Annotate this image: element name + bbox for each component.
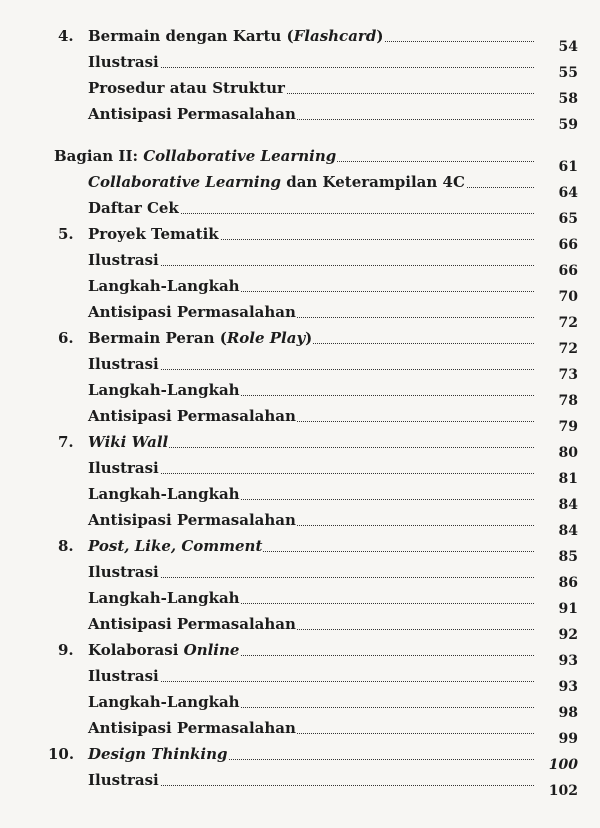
toc-entry-page: 98 <box>558 705 578 721</box>
toc-entry-page: 100 <box>548 757 578 773</box>
toc-entry-chapter[interactable] <box>0 636 600 669</box>
toc-entry-title <box>88 276 241 296</box>
toc-entry-title <box>88 588 241 608</box>
toc-entry-page: 72 <box>558 315 578 331</box>
toc-entry-page: 64 <box>558 185 578 201</box>
toc-entry-page: 73 <box>558 367 578 383</box>
toc-entry-page: 92 <box>558 627 578 643</box>
toc-entry-page: 61 <box>558 159 578 175</box>
toc-entry[interactable] <box>0 194 600 227</box>
toc-entry[interactable] <box>0 506 600 539</box>
toc-entry-title-part: Bermain Peran ( <box>88 329 227 347</box>
toc-entry-number: 4. <box>58 27 74 45</box>
toc-entry-title <box>88 718 297 738</box>
toc-entry-page: 93 <box>558 653 578 669</box>
toc-entry-title-part: Role Play <box>226 329 306 347</box>
toc-entry-title-part: Post, Like, Comment <box>88 537 263 555</box>
toc-entry-title-part: Antisipasi Permasalahan <box>88 303 296 321</box>
toc-entry-title-part: Ilustrasi <box>88 251 159 269</box>
toc-entry-title <box>88 770 160 790</box>
toc-entry-page: 80 <box>558 445 578 461</box>
toc-entry-title <box>88 78 286 98</box>
toc-entry-page: 99 <box>558 731 578 747</box>
toc-entry-title <box>88 562 160 582</box>
toc-entry-page: 59 <box>558 117 578 133</box>
toc-entry-title <box>88 744 228 764</box>
toc-entry-chapter[interactable] <box>0 428 600 461</box>
toc-entry-title-part: Kolaborasi <box>88 641 184 659</box>
toc-entry-title-part: Online <box>183 641 240 659</box>
toc-entry-title <box>88 328 313 348</box>
toc-entry-page: 81 <box>558 471 578 487</box>
toc-entry[interactable] <box>0 454 600 487</box>
toc-entry-title-part: Antisipasi Permasalahan <box>88 105 296 123</box>
toc-entry-title <box>88 224 220 244</box>
toc-entry-title-part: ) <box>305 329 313 347</box>
toc-entry-page: 66 <box>558 237 578 253</box>
toc-entry-title-part: Wiki Wall <box>88 433 169 451</box>
toc-entry-page: 91 <box>558 601 578 617</box>
toc-entry[interactable] <box>0 714 600 747</box>
toc-entry-number: 6. <box>58 329 74 347</box>
toc-entry[interactable] <box>0 350 600 383</box>
toc-entry-title <box>88 380 241 400</box>
toc-entry-title-part: Langkah-Langkah <box>88 381 240 399</box>
toc-entry[interactable] <box>0 376 600 409</box>
toc-entry-title-part: Bermain dengan Kartu ( <box>88 27 294 45</box>
toc-entry-title <box>88 510 297 530</box>
toc-entry-title-part: Daftar Cek <box>88 199 179 217</box>
toc-entry[interactable] <box>0 584 600 617</box>
toc-entry-title-part: Antisipasi Permasalahan <box>88 615 296 633</box>
toc-entry-title <box>88 198 180 218</box>
toc-entry-title-part: Langkah-Langkah <box>88 485 240 503</box>
toc-entry-title-part: Antisipasi Permasalahan <box>88 407 296 425</box>
toc-entry-page: 86 <box>558 575 578 591</box>
toc-entry-title <box>88 614 297 634</box>
toc-entry-page: 55 <box>558 65 578 81</box>
toc-entry-title-part: Antisipasi Permasalahan <box>88 719 296 737</box>
toc-entry-title-part: Ilustrasi <box>88 53 159 71</box>
toc-entry-title <box>88 52 160 72</box>
toc-entry-page: 66 <box>558 263 578 279</box>
toc-entry-title-part: Design Thinking <box>88 745 228 763</box>
toc-entry-page: 93 <box>558 679 578 695</box>
toc-entry-title <box>88 406 297 426</box>
toc-entry-number: 7. <box>58 433 74 451</box>
toc-entry[interactable] <box>0 662 600 695</box>
toc-entry-chapter[interactable] <box>0 740 600 773</box>
toc-entry[interactable] <box>0 688 600 721</box>
toc-entry-number: 10. <box>48 745 75 763</box>
toc-entry[interactable] <box>0 558 600 591</box>
toc-entry-title <box>88 432 169 452</box>
toc-entry[interactable] <box>0 168 600 201</box>
toc-entry-title <box>88 666 160 686</box>
toc-entry-page: 84 <box>558 523 578 539</box>
toc-entry[interactable] <box>0 74 600 107</box>
toc-entry-title-part: Antisipasi Permasalahan <box>88 511 296 529</box>
toc-entry[interactable] <box>0 272 600 305</box>
toc-entry-page: 72 <box>558 341 578 357</box>
toc-entry-title <box>88 536 263 556</box>
toc-entry[interactable] <box>0 402 600 435</box>
toc-entry-page: 79 <box>558 419 578 435</box>
toc-entry-number: 8. <box>58 537 74 555</box>
toc-entry-title-part: Collaborative Learning <box>143 147 337 165</box>
toc-entry-title <box>88 458 160 478</box>
toc-entry-title <box>88 250 160 270</box>
toc-entry-title-part: Ilustrasi <box>88 667 159 685</box>
toc-entry[interactable] <box>0 48 600 81</box>
toc-entry-title <box>88 26 384 46</box>
toc-entry-title <box>88 172 466 192</box>
toc-entry-title <box>88 302 297 322</box>
toc-entry[interactable] <box>0 100 600 133</box>
toc-entry-title-part: Langkah-Langkah <box>88 277 240 295</box>
toc-entry-title-part: Ilustrasi <box>88 563 159 581</box>
toc-entry-title <box>88 692 241 712</box>
toc-entry-page: 65 <box>558 211 578 227</box>
toc-entry-title-part: Langkah-Langkah <box>88 693 240 711</box>
toc-entry-title-part: Proyek Tematik <box>88 225 219 243</box>
toc-entry[interactable] <box>0 766 600 799</box>
toc-entry-title-part: Ilustrasi <box>88 355 159 373</box>
toc-entry-title-part: dan Keterampilan 4C <box>281 173 465 191</box>
toc-entry-title-part: Langkah-Langkah <box>88 589 240 607</box>
toc-entry[interactable] <box>0 246 600 279</box>
toc-entry[interactable] <box>0 480 600 513</box>
toc-entry-title-part: Prosedur atau Struktur <box>88 79 285 97</box>
toc-entry[interactable] <box>0 298 600 331</box>
toc-entry-page: 84 <box>558 497 578 513</box>
toc-entry-chapter[interactable] <box>0 220 600 253</box>
toc-entry-chapter[interactable] <box>0 324 600 357</box>
toc-entry-page: 85 <box>558 549 578 565</box>
toc-entry[interactable] <box>0 610 600 643</box>
toc-entry-page: 78 <box>558 393 578 409</box>
toc-entry-chapter[interactable] <box>0 22 600 55</box>
toc-entry[interactable] <box>0 142 600 175</box>
toc-entry-title-part: ) <box>376 27 384 45</box>
toc-entry-title-part: Ilustrasi <box>88 459 159 477</box>
toc-entry-title <box>88 104 297 124</box>
toc-entry-number: 5. <box>58 225 74 243</box>
toc-entry-page: 54 <box>558 39 578 55</box>
toc-entry-title <box>54 146 337 166</box>
toc-entry-number: 9. <box>58 641 74 659</box>
toc-entry-title-part: Flashcard <box>293 27 377 45</box>
toc-entry-title <box>88 354 160 374</box>
toc-entry-title <box>88 640 240 660</box>
toc-entry-title-part: Bagian II: <box>54 147 144 165</box>
toc-entry-page: 102 <box>548 783 578 799</box>
toc-entry-page: 58 <box>558 91 578 107</box>
toc-entry-title <box>88 484 241 504</box>
toc-entry-page: 70 <box>558 289 578 305</box>
toc-entry-title-part: Collaborative Learning <box>88 173 281 191</box>
toc-entry-chapter[interactable] <box>0 532 600 565</box>
toc-entry-title-part: Ilustrasi <box>88 771 159 789</box>
